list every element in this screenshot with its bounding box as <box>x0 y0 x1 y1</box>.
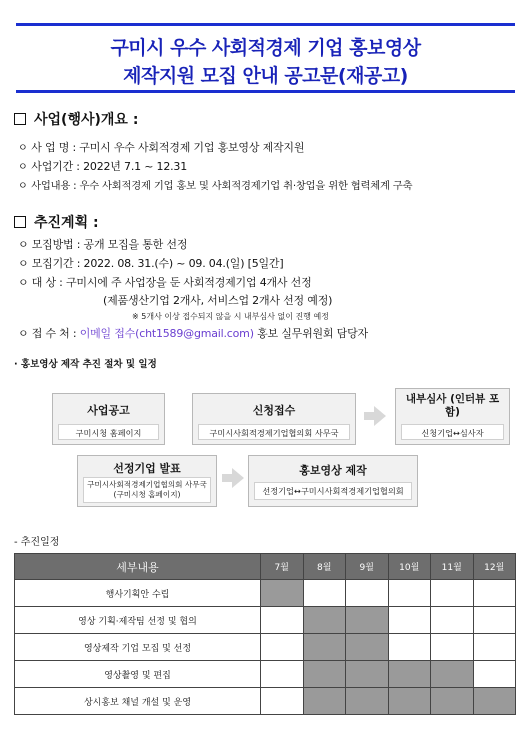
column-header: 7월 <box>261 554 304 580</box>
step-detail: 구미시사회적경제기업협의회 사무국 <box>198 424 350 440</box>
task-cell: 영상제작 기업 모집 및 선정 <box>15 634 261 661</box>
overview-item <box>18 158 187 174</box>
month-cell <box>473 580 516 607</box>
plan-method: ㅇ 모집방법 : 공개 모집을 통한 선정 <box>18 238 188 251</box>
table-row <box>15 688 516 715</box>
bullet-icon: ㅇ <box>18 162 28 173</box>
plan-heading <box>14 212 99 232</box>
page-title-line2: 제작지원 모집 안내 공고문(재공고) <box>123 65 408 87</box>
task-cell: 상시홍보 채널 개설 및 운영 <box>15 688 261 715</box>
plan-target: ㅇ 대 상 : 구미시에 주 사업장을 둔 사회적경제기업 4개사 선정 <box>18 276 312 289</box>
month-cell <box>473 688 516 715</box>
page-title-line1: 구미시 우수 사회적경제 기업 홍보영상 <box>110 37 421 59</box>
email-link[interactable]: 이메일 접수(cht1589@gmail.com) <box>79 327 254 340</box>
table-row <box>15 634 516 661</box>
column-header: 12월 <box>473 554 516 580</box>
month-cell <box>431 688 474 715</box>
table-row <box>15 661 516 688</box>
title-bottom-rule <box>16 90 515 93</box>
month-cell <box>261 607 304 634</box>
plan-note: ※ 5개사 이상 접수되지 않을 시 내부심사 없이 진행 예정 <box>132 312 329 321</box>
month-cell <box>388 634 431 661</box>
month-cell <box>388 607 431 634</box>
arrow-right-icon <box>222 468 244 488</box>
procedure-heading: · 홍보영상 제작 추진 절차 및 일정 <box>14 359 157 370</box>
month-cell <box>261 634 304 661</box>
month-cell <box>346 634 389 661</box>
month-cell <box>303 688 346 715</box>
step-title: 사업공고 <box>87 404 130 417</box>
month-cell <box>346 607 389 634</box>
step-detail: 선정기업↔구미시사회적경제기업협의회 <box>254 482 412 500</box>
step-card <box>395 388 510 445</box>
overview-item-text: 사 업 명 : 구미시 우수 사회적경제 기업 홍보영상 제작지원 <box>31 141 305 154</box>
overview-heading-text: 사업(행사)개요 : <box>34 112 139 128</box>
column-header: 9월 <box>346 554 389 580</box>
month-cell <box>388 661 431 688</box>
overview-heading <box>14 109 138 129</box>
step-card <box>192 393 356 445</box>
step-title: 신청접수 <box>252 404 296 417</box>
arrow-right-icon <box>364 406 386 426</box>
step-card <box>248 455 418 507</box>
column-header: 10월 <box>388 554 431 580</box>
task-cell: 행사기획안 수립 <box>15 580 261 607</box>
schedule-heading: - 추진일정 <box>14 537 60 548</box>
plan-submit <box>18 325 368 341</box>
plan-submit-suffix: 홍보 실무위원회 담당자 <box>253 327 368 340</box>
checkbox-square-icon <box>14 113 26 125</box>
month-cell <box>261 661 304 688</box>
month-cell <box>473 634 516 661</box>
overview-item-text: 사업내용 : 우수 사회적경제 기업 홍보 및 사회적경제기업 취·창업을 위한 협력체계 구축 <box>31 180 413 192</box>
table-row <box>15 607 516 634</box>
step-detail: 신청기업↔심사자 <box>401 424 504 440</box>
overview-item <box>18 177 412 192</box>
step-title: 선정기업 발표 <box>113 462 181 475</box>
month-cell <box>346 580 389 607</box>
column-header: 세부내용 <box>15 554 261 580</box>
month-cell <box>303 661 346 688</box>
month-cell <box>303 634 346 661</box>
task-cell: 영상 기획·제작팀 선정 및 협의 <box>15 607 261 634</box>
overview-item-text: 사업기간 : 2022년 7.1 ~ 12.31 <box>31 160 188 173</box>
step-detail: 구미시청 홈페이지 <box>58 424 159 440</box>
column-header: 11월 <box>431 554 474 580</box>
step-card <box>52 393 165 445</box>
month-cell <box>346 688 389 715</box>
month-cell <box>473 607 516 634</box>
plan-heading-text: 추진계획 : <box>34 215 99 231</box>
month-cell <box>431 661 474 688</box>
bullet-icon: ㅇ <box>18 143 28 154</box>
month-cell <box>473 661 516 688</box>
month-cell <box>431 634 474 661</box>
month-cell <box>431 607 474 634</box>
table-row <box>15 580 516 607</box>
column-header: 8월 <box>303 554 346 580</box>
plan-target-detail: (제품생산기업 2개사, 서비스업 2개사 선정 예정) <box>103 294 333 307</box>
plan-period: ㅇ 모집기간 : 2022. 08. 31.(수) ~ 09. 04.(일) [5일간] <box>18 257 284 270</box>
step-card <box>77 455 217 507</box>
schedule-table <box>14 553 516 715</box>
month-cell <box>388 688 431 715</box>
month-cell <box>388 580 431 607</box>
month-cell <box>303 607 346 634</box>
step-title: 내부심사 (인터뷰 포함) <box>405 393 500 418</box>
title-top-rule <box>16 23 515 26</box>
bullet-icon: ㅇ <box>18 181 28 192</box>
plan-submit-label: ㅇ 접 수 처 : <box>18 327 80 340</box>
month-cell <box>261 580 304 607</box>
month-cell <box>346 661 389 688</box>
month-cell <box>303 580 346 607</box>
task-cell: 영상촬영 및 편집 <box>15 661 261 688</box>
month-cell <box>431 580 474 607</box>
schedule-header-row <box>15 554 516 580</box>
month-cell <box>261 688 304 715</box>
overview-item <box>18 139 304 155</box>
step-detail: 구미시사회적경제기업협의회 사무국 (구미시청 홈페이지) <box>83 477 211 503</box>
step-title: 홍보영상 제작 <box>299 464 367 477</box>
checkbox-square-icon <box>14 216 26 228</box>
